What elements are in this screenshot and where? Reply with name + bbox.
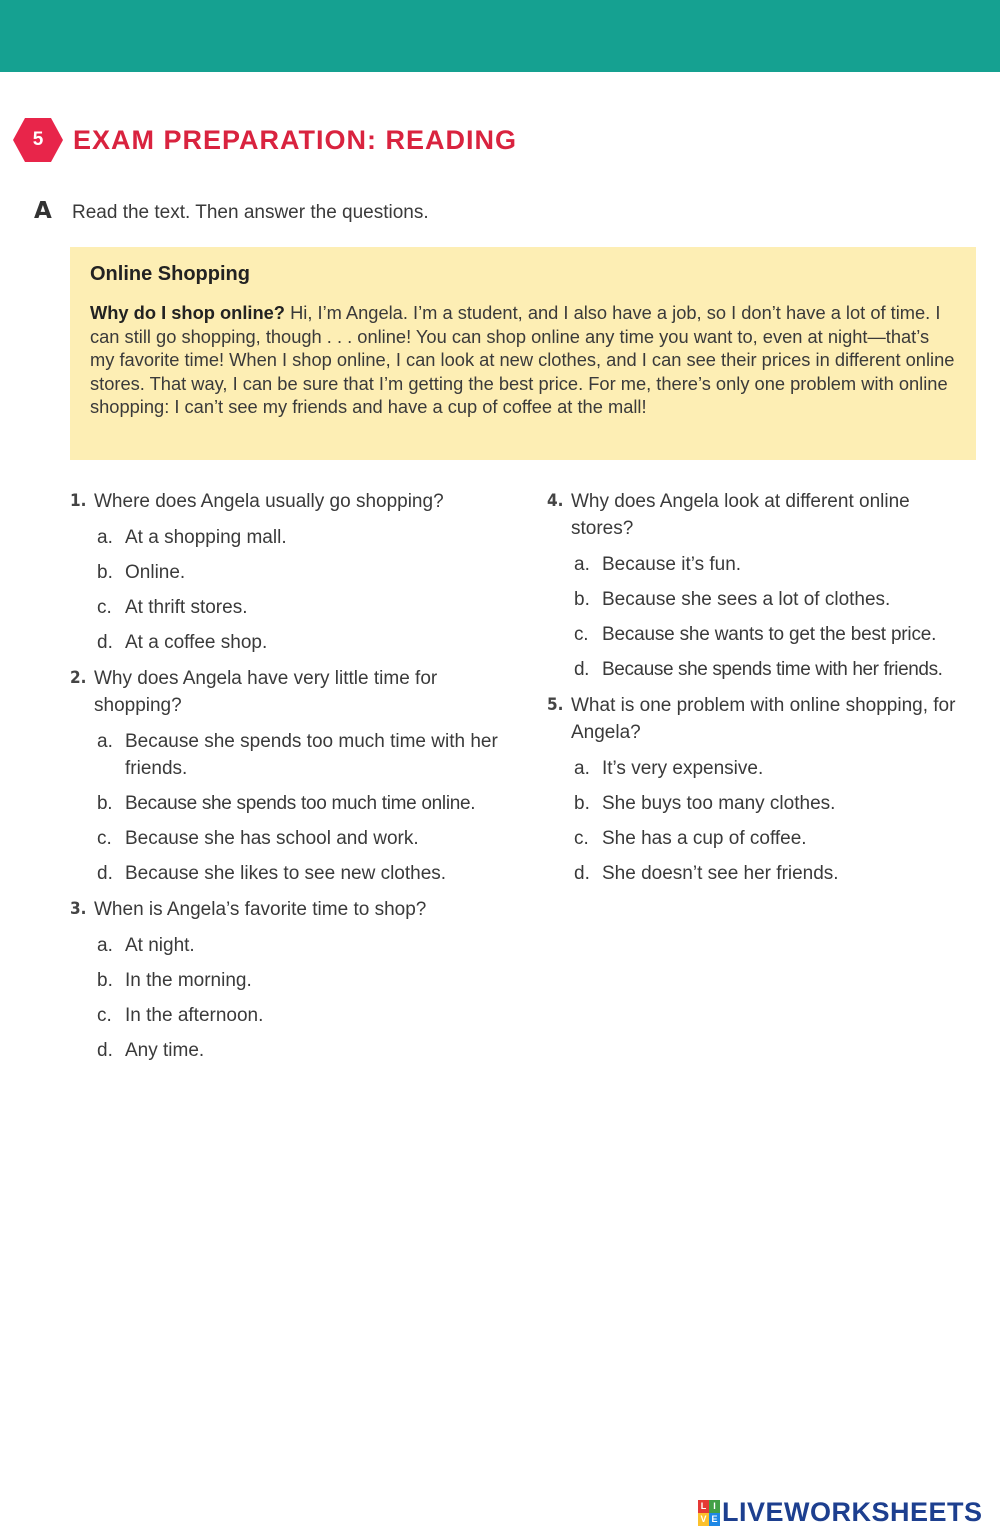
option-text: Because she spends time with her friends.	[602, 659, 943, 680]
logo-badge-letter: I	[709, 1500, 720, 1513]
option-letter: b.	[97, 970, 113, 991]
option-letter: a.	[574, 758, 590, 779]
option-text: Because she has school and work.	[125, 828, 419, 849]
option-letter: a.	[97, 731, 113, 752]
questions-right-column	[547, 488, 987, 887]
passage-lead: Why do I shop online?	[90, 302, 285, 323]
question-text: Why does Angela have very little time for shopping?	[94, 668, 438, 716]
option-letter: b.	[574, 589, 590, 610]
instruction	[34, 198, 429, 224]
option-text: She has a cup of coffee.	[602, 828, 807, 849]
question-3	[70, 896, 510, 923]
logo-badge-letter: L	[698, 1500, 709, 1513]
option-1c[interactable]	[97, 594, 510, 621]
option-letter: c.	[574, 624, 589, 645]
option-3a[interactable]	[97, 932, 510, 959]
option-5b[interactable]	[574, 790, 987, 817]
option-text: Online.	[125, 562, 186, 583]
question-1	[70, 488, 510, 515]
passage-title: Online Shopping	[90, 263, 250, 285]
liveworksheets-logo[interactable]	[698, 1497, 983, 1528]
option-letter: d.	[574, 863, 590, 884]
option-letter: d.	[97, 863, 113, 884]
option-text: At a coffee shop.	[125, 632, 268, 653]
option-text: At night.	[125, 935, 195, 956]
option-5a[interactable]	[574, 755, 987, 782]
option-text: Because she spends too much time with her friends.	[125, 731, 498, 779]
questions-left-column	[70, 488, 510, 1064]
question-text: Where does Angela usually go shopping?	[94, 491, 444, 512]
option-letter: c.	[574, 828, 589, 849]
question-text: Why does Angela look at different online stores?	[571, 491, 910, 539]
question-number: 1.	[70, 491, 87, 511]
option-letter: c.	[97, 1005, 112, 1026]
section-title: EXAM PREPARATION: READING	[73, 124, 518, 155]
reading-passage	[70, 247, 976, 460]
option-4a[interactable]	[574, 551, 987, 578]
option-letter: d.	[97, 632, 113, 653]
option-letter: b.	[574, 793, 590, 814]
option-letter: b.	[97, 562, 113, 583]
question-5	[547, 692, 972, 746]
option-3c[interactable]	[97, 1002, 510, 1029]
option-text: Because she sees a lot of clothes.	[602, 589, 891, 610]
question-text: When is Angela’s favorite time to shop?	[94, 899, 427, 920]
option-text: It’s very expensive.	[602, 758, 764, 779]
option-text: At a shopping mall.	[125, 527, 287, 548]
header-bar	[0, 0, 1000, 72]
option-letter: d.	[97, 1040, 113, 1061]
option-text: Because she wants to get the best price.	[602, 624, 937, 645]
option-1b[interactable]	[97, 559, 510, 586]
logo-text: LIVEWORKSHEETS	[722, 1497, 983, 1527]
option-2a[interactable]	[97, 728, 502, 782]
option-letter: b.	[97, 793, 113, 814]
option-2c[interactable]	[97, 825, 510, 852]
option-3b[interactable]	[97, 967, 510, 994]
instruction-text: Read the text. Then answer the questions.	[72, 202, 429, 223]
option-5d[interactable]	[574, 860, 987, 887]
section-header	[12, 117, 517, 163]
question-number: 3.	[70, 899, 87, 919]
passage-body	[90, 301, 956, 419]
section-number-badge	[12, 117, 64, 163]
option-4b[interactable]	[574, 586, 987, 613]
section-number: 5	[32, 129, 44, 150]
question-number: 2.	[70, 668, 87, 688]
option-letter: c.	[97, 597, 112, 618]
instruction-letter: A	[34, 198, 52, 224]
option-4c[interactable]	[574, 621, 987, 648]
option-text: At thrift stores.	[125, 597, 248, 618]
option-letter: c.	[97, 828, 112, 849]
question-text: What is one problem with online shopping, for Angela?	[571, 695, 956, 743]
option-4d[interactable]	[574, 656, 987, 683]
question-number: 5.	[547, 695, 564, 715]
option-text: Any time.	[125, 1040, 205, 1061]
logo-badge-letter: V	[698, 1513, 709, 1526]
logo-badge-letter: E	[709, 1513, 720, 1526]
option-letter: a.	[97, 935, 113, 956]
option-text: Because she spends too much time online.	[125, 793, 476, 814]
option-1d[interactable]	[97, 629, 510, 656]
option-1a[interactable]	[97, 524, 510, 551]
option-3d[interactable]	[97, 1037, 510, 1064]
option-letter: d.	[574, 659, 590, 680]
option-2b[interactable]	[97, 790, 517, 817]
passage-text: Hi, I’m Angela. I’m a student, and I also have a job, so I don’t have a lot of time. I can still go shopping, though . . . online! You can shop online any time you want to, even at night—that’s my favorite time! When I shop online, I can look at new clothes, and I can see their prices in different online stores. That way, I can be sure that I’m getting the best price. For me, there’s only one problem with online shopping: I can’t see my friends and have a cup of coffee at the mall!	[90, 302, 955, 418]
option-letter: a.	[97, 527, 113, 548]
option-5c[interactable]	[574, 825, 987, 852]
option-letter: a.	[574, 554, 590, 575]
option-text: Because it’s fun.	[602, 554, 742, 575]
option-text: She doesn’t see her friends.	[602, 863, 839, 884]
logo-badge-icon	[698, 1500, 720, 1526]
option-text: She buys too many clothes.	[602, 793, 836, 814]
option-2d[interactable]	[97, 860, 510, 887]
option-text: In the morning.	[125, 970, 252, 991]
option-text: Because she likes to see new clothes.	[125, 863, 447, 884]
question-2	[70, 665, 490, 719]
question-number: 4.	[547, 491, 564, 511]
option-text: In the afternoon.	[125, 1005, 264, 1026]
question-4	[547, 488, 967, 542]
